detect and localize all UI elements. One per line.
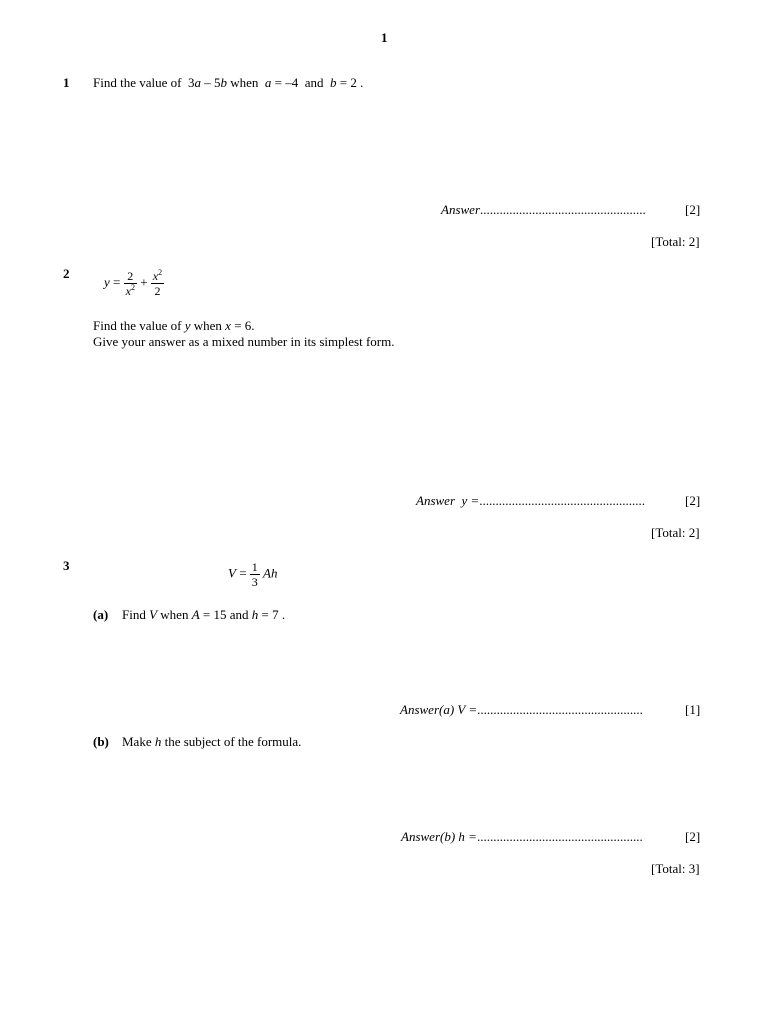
answer-label: Answer(b) — [401, 829, 456, 844]
fraction: $\frac{2}{x^2}$ — [125, 269, 135, 298]
question-2-total: [Total: 2] — [651, 525, 700, 540]
question-2-answer — [416, 493, 645, 509]
question-1-marks: [2] — [685, 202, 701, 217]
answer-variable: h = — [458, 829, 477, 844]
question-1-answer — [441, 202, 646, 218]
question-1-number: 1 — [63, 75, 70, 90]
answer-label: Answer — [441, 202, 480, 217]
page-number: 1 — [381, 30, 388, 45]
question-3-formula: V = $\frac{1}{3}$ Ah — [228, 560, 278, 589]
question-3a-text: Find V when A = 15 and h = 7 . — [122, 607, 286, 622]
answer-variable: V = — [457, 702, 478, 717]
question-2-line-2: Give your answer as a mixed number in its simplest form. — [93, 334, 395, 349]
question-3a-answer — [400, 702, 643, 718]
question-3a-marks: [1] — [685, 702, 701, 717]
answer-line[interactable]: ................................................... — [477, 702, 643, 717]
question-2-number: 2 — [63, 266, 70, 281]
answer-label: Answer — [416, 493, 455, 508]
question-3a-label: (a) — [93, 607, 109, 622]
fraction: $\frac{1}{3}$ — [251, 560, 258, 589]
question-3b-marks: [2] — [685, 829, 701, 844]
question-2-line-1: Find the value of y when x = 6. — [93, 318, 255, 333]
question-3b-label: (b) — [93, 734, 109, 749]
question-3-total: [Total: 3] — [651, 861, 700, 876]
question-1-text: Find the value of 3a – 5b when a = –4 and b = 2 . — [93, 75, 364, 90]
question-1-total: [Total: 2] — [651, 234, 700, 249]
answer-line[interactable]: ................................................... — [479, 493, 646, 508]
question-3b-answer — [401, 829, 643, 845]
question-3b-text: Make h the subject of the formula. — [122, 734, 302, 749]
answer-line[interactable]: ................................................... — [476, 829, 643, 844]
question-2-marks: [2] — [685, 493, 701, 508]
question-3-number: 3 — [63, 558, 70, 573]
fraction: $\frac{x^2}{2}$ — [152, 268, 163, 298]
answer-label: Answer(a) — [400, 702, 455, 717]
answer-line[interactable]: ................................................... — [480, 202, 646, 217]
question-2-formula: y = $\frac{2}{x^2}$ + $\frac{x^2}{2}$ — [104, 268, 163, 298]
answer-variable: y = — [461, 493, 480, 508]
